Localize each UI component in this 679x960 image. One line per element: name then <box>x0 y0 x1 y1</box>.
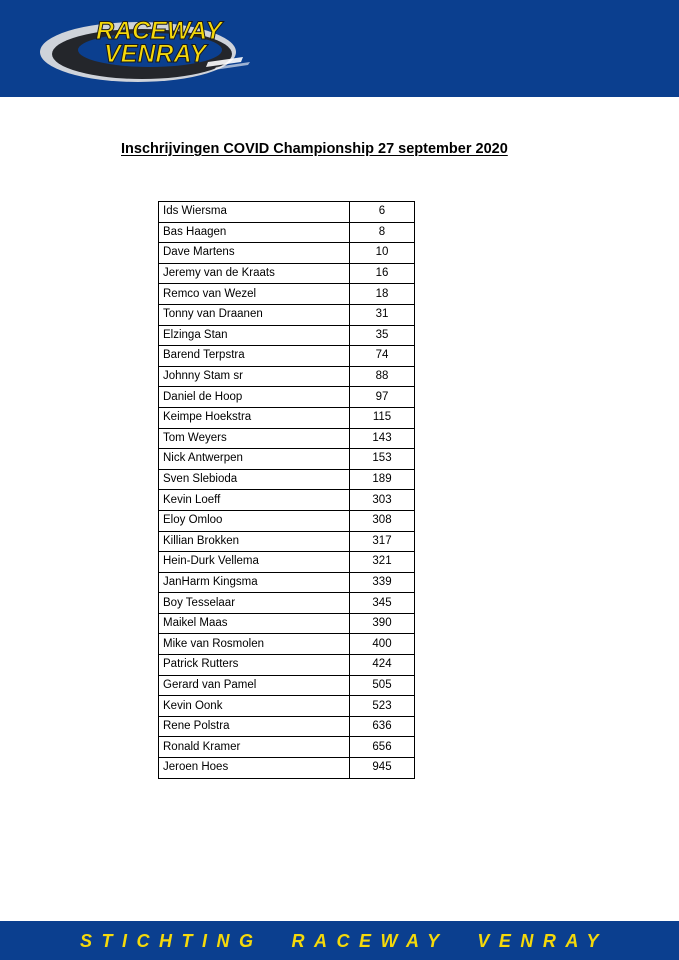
table-row <box>159 531 415 552</box>
table-row <box>159 407 415 428</box>
entry-name: Patrick Rutters <box>159 655 350 676</box>
entry-number: 505 <box>350 675 415 696</box>
entry-name: Sven Slebioda <box>159 469 350 490</box>
entry-name: Eloy Omloo <box>159 510 350 531</box>
table-row <box>159 510 415 531</box>
entry-name: JanHarm Kingsma <box>159 572 350 593</box>
entry-name: Boy Tesselaar <box>159 593 350 614</box>
table-row <box>159 552 415 573</box>
raceway-venray-logo <box>38 10 268 88</box>
entry-number: 317 <box>350 531 415 552</box>
entry-name: Hein-Durk Vellema <box>159 552 350 573</box>
entry-name: Dave Martens <box>159 243 350 264</box>
entry-number: 16 <box>350 263 415 284</box>
table-row <box>159 222 415 243</box>
entry-name: Ids Wiersma <box>159 202 350 223</box>
table-row <box>159 593 415 614</box>
entry-number: 10 <box>350 243 415 264</box>
page-header <box>0 0 679 97</box>
entry-number: 321 <box>350 552 415 573</box>
table-row <box>159 716 415 737</box>
entry-name: Barend Terpstra <box>159 346 350 367</box>
entry-name: Bas Haagen <box>159 222 350 243</box>
table-row <box>159 428 415 449</box>
entry-name: Kevin Oonk <box>159 696 350 717</box>
entry-name: Ronald Kramer <box>159 737 350 758</box>
entry-number: 523 <box>350 696 415 717</box>
table-row <box>159 613 415 634</box>
entry-number: 390 <box>350 613 415 634</box>
table-row <box>159 243 415 264</box>
entry-name: Tom Weyers <box>159 428 350 449</box>
entry-number: 656 <box>350 737 415 758</box>
entry-name: Johnny Stam sr <box>159 366 350 387</box>
table-row <box>159 202 415 223</box>
entry-name: Maikel Maas <box>159 613 350 634</box>
entry-name: Daniel de Hoop <box>159 387 350 408</box>
entry-name: Mike van Rosmolen <box>159 634 350 655</box>
entries-table <box>158 201 415 779</box>
entry-number: 143 <box>350 428 415 449</box>
entry-number: 115 <box>350 407 415 428</box>
entry-number: 31 <box>350 304 415 325</box>
entry-number: 74 <box>350 346 415 367</box>
entry-number: 6 <box>350 202 415 223</box>
entry-number: 400 <box>350 634 415 655</box>
entry-number: 88 <box>350 366 415 387</box>
entry-number: 8 <box>350 222 415 243</box>
entry-number: 35 <box>350 325 415 346</box>
entry-number: 189 <box>350 469 415 490</box>
table-row <box>159 572 415 593</box>
entry-number: 345 <box>350 593 415 614</box>
table-row <box>159 696 415 717</box>
table-row <box>159 366 415 387</box>
document-title: Inschrijvingen COVID Championship 27 september 2020 <box>121 141 508 157</box>
logo-line2: VENRAY <box>104 40 207 68</box>
entry-name: Elzinga Stan <box>159 325 350 346</box>
table-row <box>159 449 415 470</box>
table-row <box>159 758 415 779</box>
entry-number: 945 <box>350 758 415 779</box>
entry-name: Jeremy van de Kraats <box>159 263 350 284</box>
entry-name: Keimpe Hoekstra <box>159 407 350 428</box>
entry-number: 153 <box>350 449 415 470</box>
table-row <box>159 675 415 696</box>
table-row <box>159 304 415 325</box>
table-row <box>159 387 415 408</box>
entry-number: 636 <box>350 716 415 737</box>
entry-name: Remco van Wezel <box>159 284 350 305</box>
entry-name: Tonny van Draanen <box>159 304 350 325</box>
table-row <box>159 490 415 511</box>
table-row <box>159 655 415 676</box>
entry-name: Nick Antwerpen <box>159 449 350 470</box>
entry-number: 97 <box>350 387 415 408</box>
entry-name: Gerard van Pamel <box>159 675 350 696</box>
table-row <box>159 634 415 655</box>
entry-number: 424 <box>350 655 415 676</box>
entry-name: Rene Polstra <box>159 716 350 737</box>
table-row <box>159 263 415 284</box>
entry-name: Killian Brokken <box>159 531 350 552</box>
entry-name: Kevin Loeff <box>159 490 350 511</box>
table-row <box>159 469 415 490</box>
entry-number: 308 <box>350 510 415 531</box>
table-row <box>159 346 415 367</box>
page-footer <box>0 921 679 960</box>
table-row <box>159 325 415 346</box>
table-row <box>159 737 415 758</box>
footer-text: STICHTING RACEWAY VENRAY <box>80 931 609 951</box>
table-row <box>159 284 415 305</box>
logo-line1: RACEWAY <box>96 17 222 45</box>
entry-name: Jeroen Hoes <box>159 758 350 779</box>
entry-number: 303 <box>350 490 415 511</box>
entry-number: 18 <box>350 284 415 305</box>
entry-number: 339 <box>350 572 415 593</box>
